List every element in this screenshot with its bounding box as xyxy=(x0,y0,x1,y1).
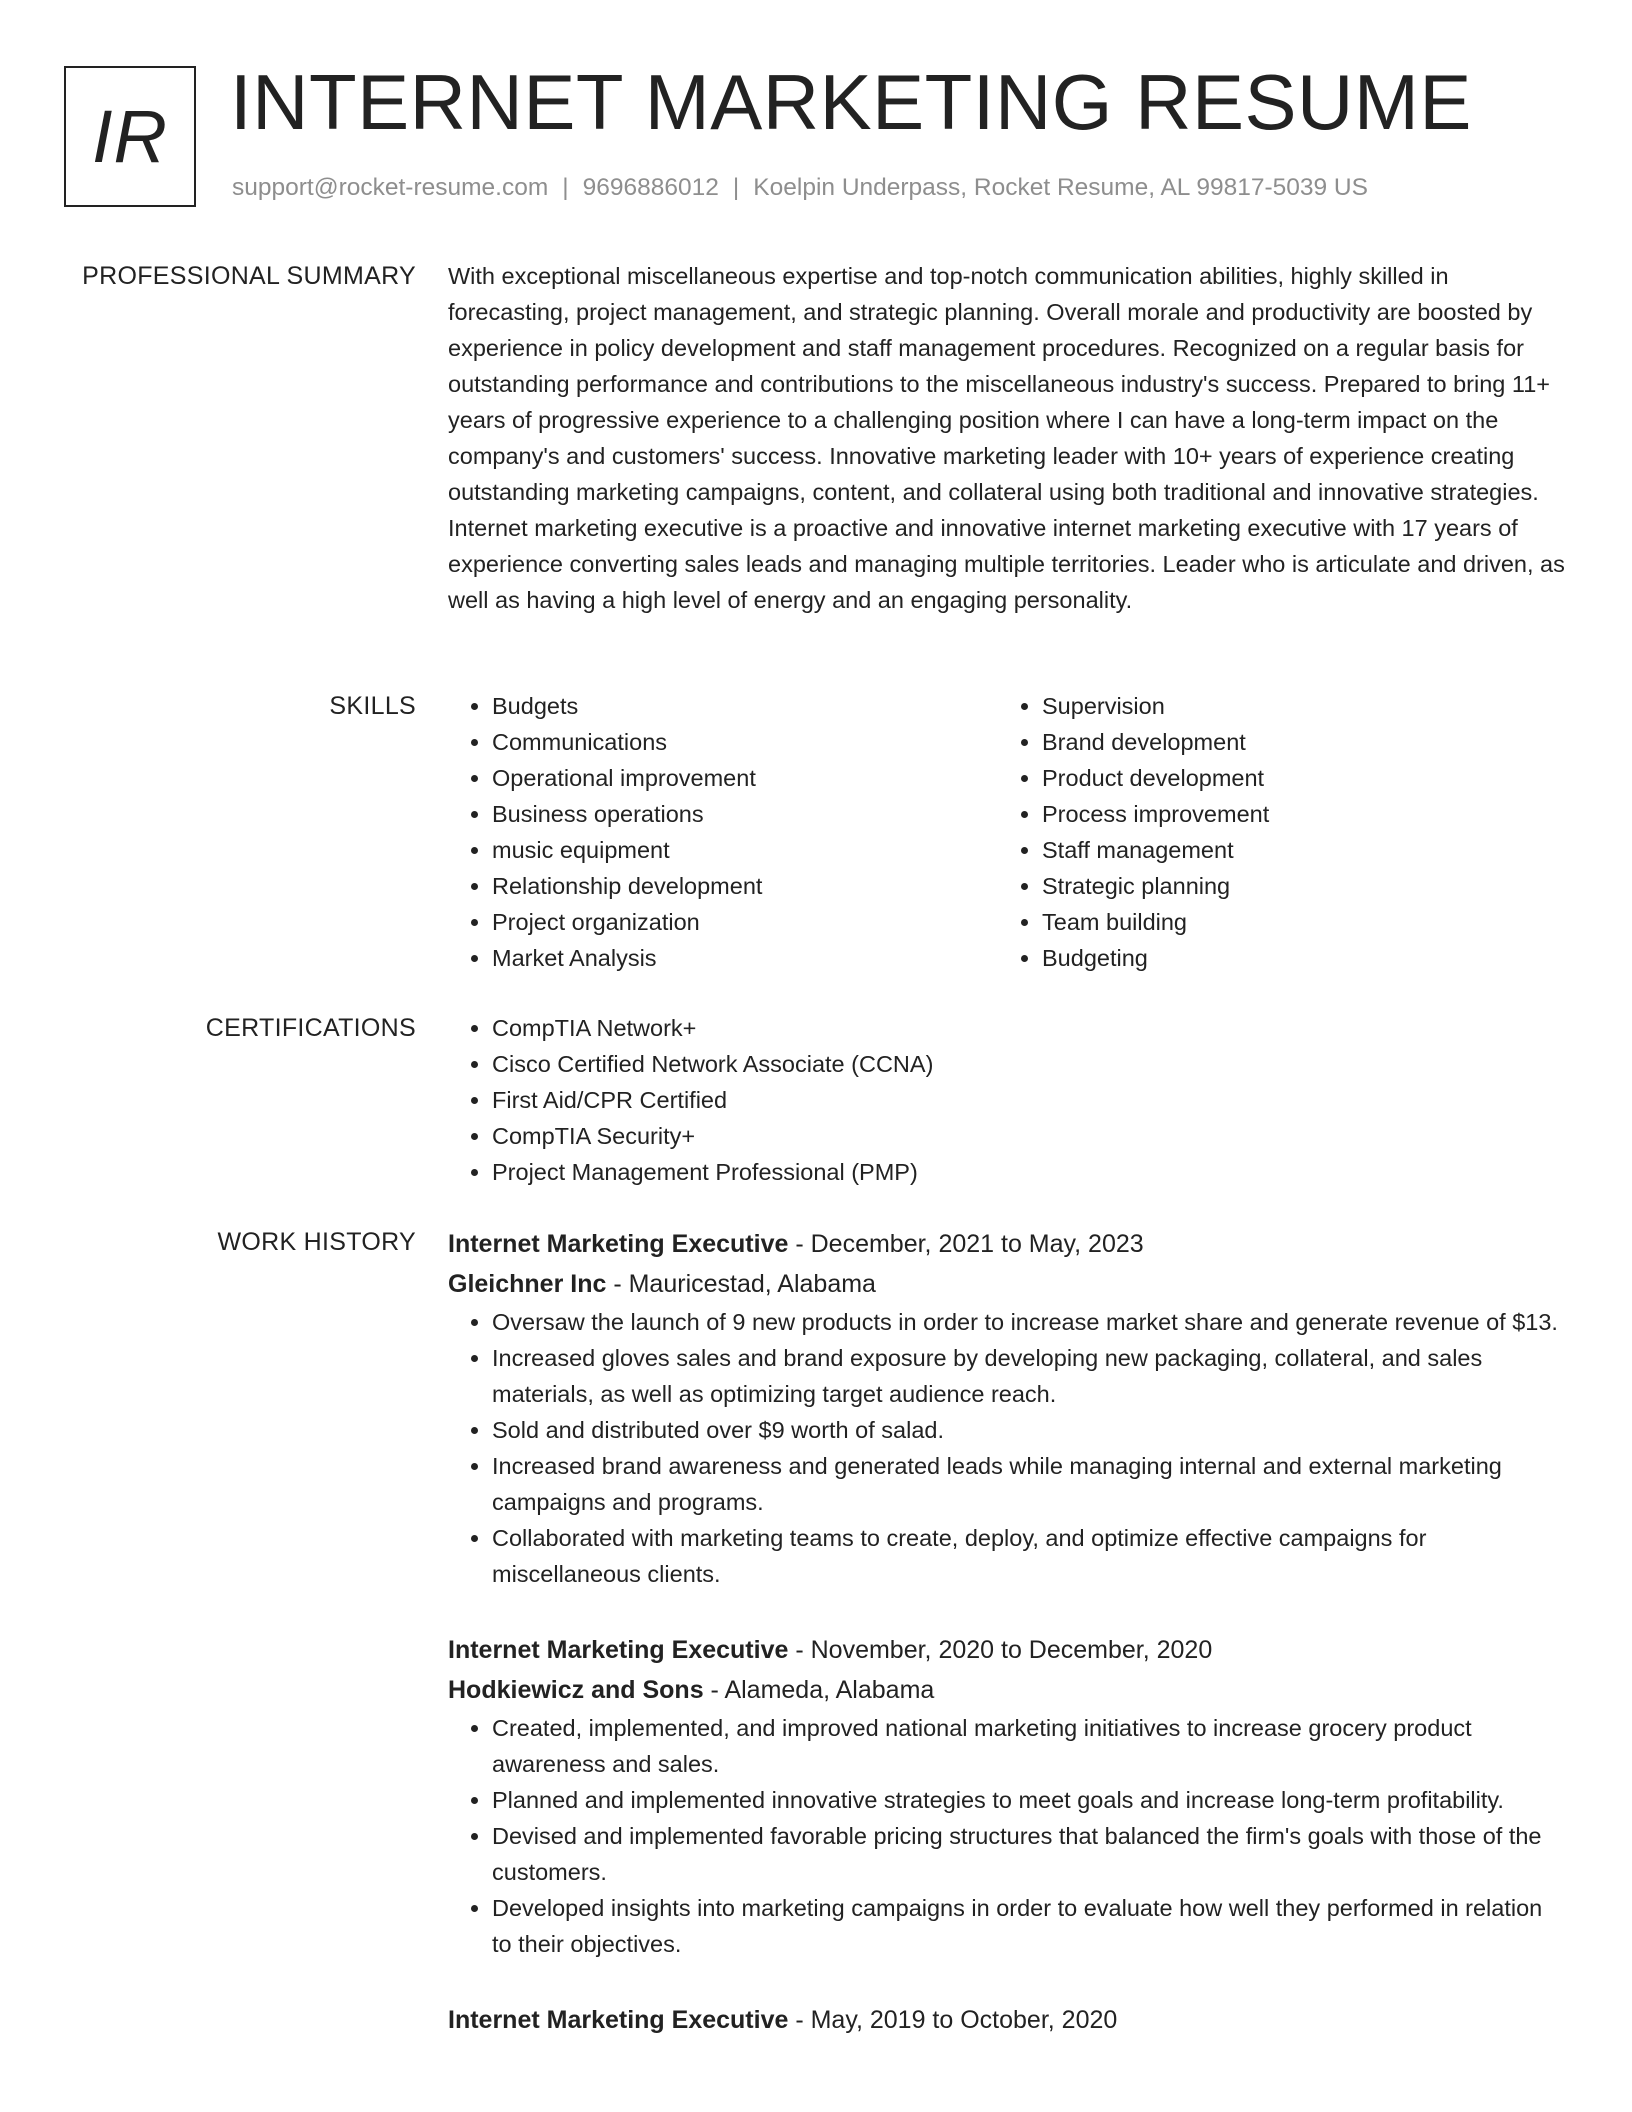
skill-item: • Brand development xyxy=(1042,724,1548,760)
job-duty-item: • Increased brand awareness and generated leads while managing internal and external marketing campaigns and programs. xyxy=(492,1448,1566,1520)
skills-column-left xyxy=(448,688,998,976)
job-duty-item: • Oversaw the launch of 9 new products in order to increase market share and generate revenue of $13. xyxy=(492,1304,1566,1340)
job-dates: - December, 2021 to May, 2023 xyxy=(788,1230,1144,1258)
job-location: - Alameda, Alabama xyxy=(703,1676,935,1704)
job-title-line xyxy=(448,1224,1566,1264)
skill-item: • Business operations xyxy=(492,796,998,832)
job-company-line xyxy=(448,1670,1566,1710)
resume-title: INTERNET MARKETING RESUME xyxy=(230,58,1472,146)
monogram-logo xyxy=(64,66,196,207)
skill-item: • Project organization xyxy=(492,904,998,940)
job-entry xyxy=(448,1224,1566,1592)
skill-item: • Operational improvement xyxy=(492,760,998,796)
job-company: Hodkiewicz and Sons xyxy=(448,1676,704,1704)
skill-item: • Budgeting xyxy=(1042,940,1548,976)
job-duty-item: • Devised and implemented favorable pricing structures that balanced the firm's goals with those of the customers. xyxy=(492,1818,1566,1890)
skill-item: • Communications xyxy=(492,724,998,760)
skill-item: • Process improvement xyxy=(1042,796,1548,832)
contact-email[interactable]: support@rocket-resume.com xyxy=(232,174,549,201)
summary-text: With exceptional miscellaneous expertise and top-notch communication abilities, highly skilled in forecasting, project management, and strategic planning. Overall morale and productivity are boosted by experience in policy development and staff management procedures. Recognized on a regular basis for outstanding performance and contributions to the miscellaneous industry's success. Prepared to bring 11+ years of progressive experience to a challenging position where I can have a long-term impact on the company's and customers' success. Innovative marketing leader with 10+ years of experience creating outstanding marketing campaigns, content, and collateral using both traditional and innovative strategies. Internet marketing executive is a proactive and innovative internet marketing executive with 17 years of experience converting sales leads and managing multiple territories. Leader who is articulate and driven, as well as having a high level of energy and an engaging personality. xyxy=(448,263,1565,613)
job-duties-list xyxy=(448,1304,1566,1592)
contact-address: Koelpin Underpass, Rocket Resume, AL 99817-5039 US xyxy=(753,174,1368,201)
skill-item: • Budgets xyxy=(492,688,998,724)
contact-separator: | xyxy=(732,174,740,201)
skills-body xyxy=(448,688,1566,976)
skills-column-right xyxy=(998,688,1548,976)
job-dates: - May, 2019 to October, 2020 xyxy=(788,2006,1118,2034)
skill-item: • Staff management xyxy=(1042,832,1548,868)
job-duty-item: • Increased gloves sales and brand exposure by developing new packaging, collateral, and sales materials, as well as optimizing target audience reach. xyxy=(492,1340,1566,1412)
job-entry xyxy=(448,2000,1566,2040)
certification-item: • Project Management Professional (PMP) xyxy=(492,1154,1566,1190)
skill-item: • Supervision xyxy=(1042,688,1548,724)
job-dates: - November, 2020 to December, 2020 xyxy=(788,1636,1213,1664)
job-title: Internet Marketing Executive xyxy=(448,1636,789,1664)
contact-line xyxy=(232,174,1368,202)
skill-item: • Strategic planning xyxy=(1042,868,1548,904)
monogram-initials: IR xyxy=(92,95,168,178)
skill-item: • Market Analysis xyxy=(492,940,998,976)
work-history-heading: WORK HISTORY xyxy=(217,1228,416,1256)
certification-item: • CompTIA Security+ xyxy=(492,1118,1566,1154)
certification-item: • CompTIA Network+ xyxy=(492,1010,1566,1046)
work-history-body xyxy=(448,1224,1566,2078)
certification-item: • First Aid/CPR Certified xyxy=(492,1082,1566,1118)
job-company: Gleichner Inc xyxy=(448,1270,607,1298)
summary-heading: PROFESSIONAL SUMMARY xyxy=(82,262,416,290)
skill-item: • music equipment xyxy=(492,832,998,868)
job-title: Internet Marketing Executive xyxy=(448,1230,789,1258)
job-duty-item: • Planned and implemented innovative strategies to meet goals and increase long-term profitability. xyxy=(492,1782,1566,1818)
job-entry xyxy=(448,1630,1566,1962)
job-duty-item: • Developed insights into marketing campaigns in order to evaluate how well they performed in relation to their objectives. xyxy=(492,1890,1566,1962)
skill-item: • Relationship development xyxy=(492,868,998,904)
job-title-line xyxy=(448,2000,1566,2040)
contact-separator: | xyxy=(562,174,569,201)
job-duties-list xyxy=(448,1710,1566,1962)
contact-phone[interactable]: 9696886012 xyxy=(582,174,719,201)
certification-item: • Cisco Certified Network Associate (CCNA) xyxy=(492,1046,1566,1082)
skill-item: • Team building xyxy=(1042,904,1548,940)
summary-body xyxy=(448,258,1566,618)
job-location: - Mauricestad, Alabama xyxy=(606,1270,876,1298)
skills-heading: SKILLS xyxy=(329,692,416,720)
skill-item: • Product development xyxy=(1042,760,1548,796)
job-company-line xyxy=(448,1264,1566,1304)
certifications-body xyxy=(448,1010,1566,1190)
job-duty-item: • Collaborated with marketing teams to create, deploy, and optimize effective campaigns for miscellaneous clients. xyxy=(492,1520,1566,1592)
job-title-line xyxy=(448,1630,1566,1670)
job-title: Internet Marketing Executive xyxy=(448,2006,789,2034)
job-duty-item: • Created, implemented, and improved national marketing initiatives to increase grocery product awareness and sales. xyxy=(492,1710,1566,1782)
certifications-heading: CERTIFICATIONS xyxy=(205,1014,416,1042)
job-duty-item: • Sold and distributed over $9 worth of salad. xyxy=(492,1412,1566,1448)
